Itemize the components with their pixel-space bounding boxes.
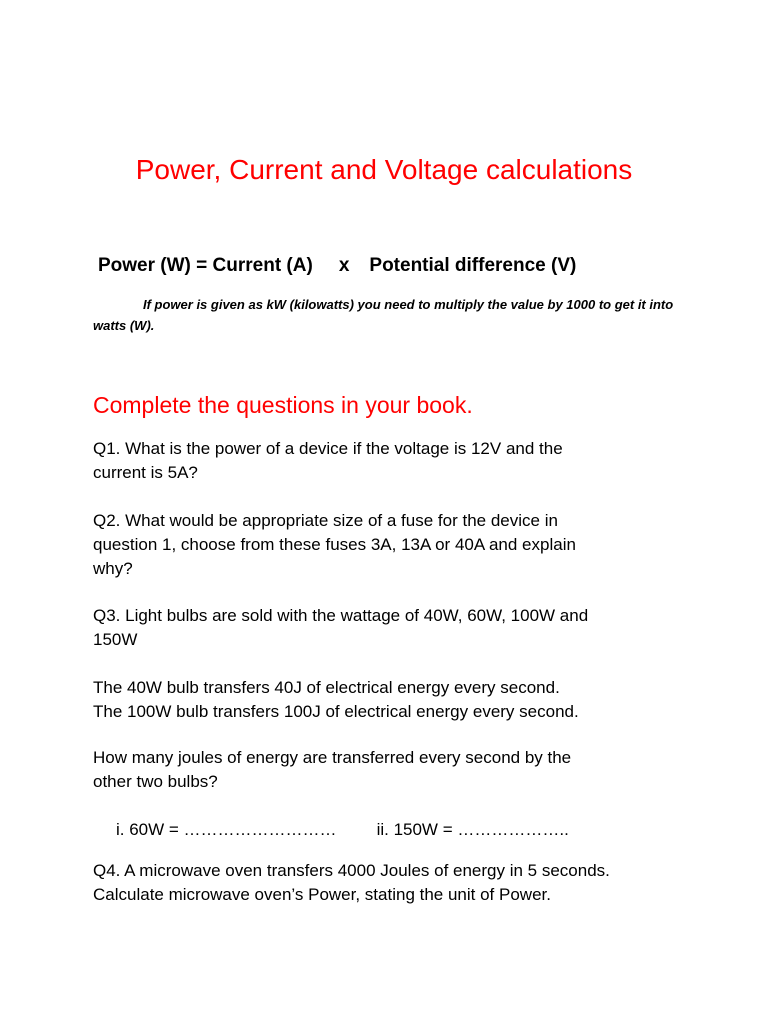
question-3-prompt-line: How many joules of energy are transferred every second by the (93, 748, 572, 767)
question-3-prompt (93, 746, 683, 794)
question-3-line: Q3. Light bulbs are sold with the wattage of 40W, 60W, 100W and (93, 606, 589, 625)
bulb-facts (93, 676, 683, 724)
question-1-line: Q1. What is the power of a device if the voltage is 12V and the (93, 439, 563, 458)
question-3 (93, 604, 683, 652)
question-2-line: why? (93, 559, 133, 578)
question-4-line: Calculate microwave oven’s Power, stating the unit of Power. (93, 885, 551, 904)
question-1 (93, 437, 683, 485)
question-2-line: question 1, choose from these fuses 3A, 13A or 40A and explain (93, 535, 576, 554)
formula-left: Power (W) = Current (A) (98, 255, 313, 276)
power-formula (98, 254, 576, 278)
answer-i: i. 60W = ……………………… (116, 820, 337, 839)
question-3-prompt-line: other two bulbs? (93, 772, 218, 791)
question-1-line: current is 5A? (93, 463, 198, 482)
formula-right: Potential difference (V) (369, 255, 577, 276)
question-4 (93, 859, 683, 907)
question-2-line: Q2. What would be appropriate size of a fuse for the device in (93, 511, 558, 530)
kilowatt-note: If power is given as kW (kilowatts) you need to multiply the value by 1000 to get it into watts (W). (93, 297, 674, 333)
bulb-fact-line: The 100W bulb transfers 100J of electrical energy every second. (93, 702, 579, 721)
answer-ii: ii. 150W = ……………….. (376, 820, 569, 839)
question-4-line: Q4. A microwave oven transfers 4000 Joules of energy in 5 seconds. (93, 861, 610, 880)
section-heading: Complete the questions in your book. (93, 392, 473, 418)
formula-operator: x (338, 255, 350, 276)
question-2 (93, 509, 683, 581)
question-3-line: 150W (93, 630, 138, 649)
answer-blanks (116, 818, 569, 842)
bulb-fact-line: The 40W bulb transfers 40J of electrical energy every second. (93, 678, 560, 697)
page-title: Power, Current and Voltage calculations (135, 154, 633, 185)
